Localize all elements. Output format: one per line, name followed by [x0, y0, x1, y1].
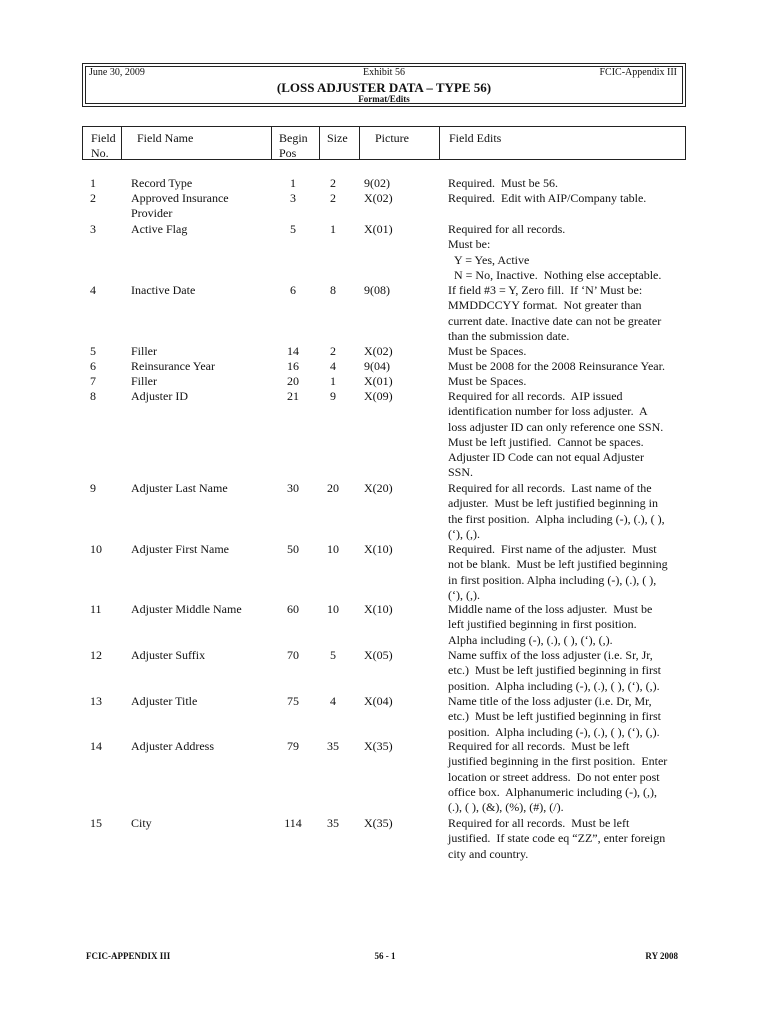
header-exhibit: Exhibit 56 [363, 67, 405, 78]
field-size: 2 [330, 176, 336, 190]
field-size: 4 [330, 694, 336, 708]
field-number: 7 [90, 374, 96, 388]
field-edits: If field #3 = Y, Zero fill. If ‘N’ Must be: MMDDCCYY format. Not greater than current date. Inactive date can not be greater than the submission date. [448, 283, 662, 343]
field-size: 35 [327, 739, 339, 753]
field-number: 9 [90, 481, 96, 495]
col-header-field-edits: Field Edits [449, 131, 502, 145]
field-number: 6 [90, 359, 96, 373]
column-header-box [82, 126, 686, 160]
footer-appendix: FCIC-APPENDIX III [86, 951, 171, 961]
begin-position: 3 [290, 191, 296, 205]
field-edits: Required for all records. Must be: Y = Yes, Active N = No, Inactive. Nothing else acceptable. [448, 222, 662, 282]
field-picture: X(02) [364, 344, 393, 358]
document-header [82, 63, 686, 107]
field-picture: 9(08) [364, 283, 390, 297]
field-number: 5 [90, 344, 96, 358]
begin-position: 70 [287, 648, 299, 662]
field-picture: X(01) [364, 222, 393, 236]
field-name: Approved Insurance Provider [131, 191, 229, 221]
field-edits: Middle name of the loss adjuster. Must be left justified beginning in first position. Alpha including (-), (.), ( ), (‘), (,). [448, 602, 653, 647]
column-divider [439, 127, 440, 159]
field-picture: X(20) [364, 481, 393, 495]
field-number: 3 [90, 222, 96, 236]
field-name: Adjuster Last Name [131, 481, 228, 495]
field-edits: Name suffix of the loss adjuster (i.e. Sr, Jr, etc.) Must be left justified beginning in first position. Alpha including (-), (.), ( ), (‘), (,). [448, 648, 661, 693]
field-name: Adjuster First Name [131, 542, 229, 556]
field-number: 8 [90, 389, 96, 403]
begin-position: 75 [287, 694, 299, 708]
field-size: 10 [327, 602, 339, 616]
col-header-field-no: Field No. [91, 131, 116, 160]
field-edits: Required for all records. AIP issued identification number for loss adjuster. A loss adjuster ID can only reference one SSN. Must be left justified. Cannot be spaces. Adjuster ID Code can not equal Adjuster SSN. [448, 389, 664, 480]
field-picture: 9(02) [364, 176, 390, 190]
field-number: 14 [90, 739, 102, 753]
field-size: 4 [330, 359, 336, 373]
field-picture: X(05) [364, 648, 393, 662]
column-divider [319, 127, 320, 159]
field-name: Adjuster Suffix [131, 648, 206, 662]
begin-position: 16 [287, 359, 299, 373]
field-edits: Required. Edit with AIP/Company table. [448, 191, 647, 205]
field-edits: Required for all records. Must be left justified. If state code eq “ZZ”, enter foreign city and country. [448, 816, 666, 861]
field-name: Inactive Date [131, 283, 196, 297]
col-header-begin-pos: Begin Pos [279, 131, 308, 160]
field-picture: X(35) [364, 739, 393, 753]
field-edits: Must be Spaces. [448, 344, 527, 358]
field-picture: X(01) [364, 374, 393, 388]
field-number: 1 [90, 176, 96, 190]
field-number: 10 [90, 542, 102, 556]
field-number: 12 [90, 648, 102, 662]
field-name: Reinsurance Year [131, 359, 215, 373]
column-divider [271, 127, 272, 159]
field-size: 35 [327, 816, 339, 830]
field-size: 1 [330, 222, 336, 236]
col-header-size: Size [327, 131, 348, 145]
field-picture: X(04) [364, 694, 393, 708]
field-edits: Required. Must be 56. [448, 176, 558, 190]
begin-position: 50 [287, 542, 299, 556]
field-edits: Name title of the loss adjuster (i.e. Dr, Mr, etc.) Must be left justified beginning in first position. Alpha including (-), (.), ( ), (‘), (,). [448, 694, 661, 739]
field-size: 8 [330, 283, 336, 297]
field-edits: Must be Spaces. [448, 374, 527, 388]
field-name: Filler [131, 374, 157, 388]
begin-position: 14 [287, 344, 299, 358]
begin-position: 1 [290, 176, 296, 190]
document-title: (LOSS ADJUSTER DATA – TYPE 56) [276, 80, 492, 95]
header-appendix: FCIC-Appendix III [599, 67, 677, 78]
field-picture: X(02) [364, 191, 393, 205]
field-name: Filler [131, 344, 157, 358]
field-name: Adjuster Middle Name [131, 602, 242, 616]
begin-position: 79 [287, 739, 299, 753]
footer-page-number: 56 - 1 [374, 951, 396, 961]
begin-position: 30 [287, 481, 299, 495]
field-name: Adjuster Address [131, 739, 214, 753]
field-size: 5 [330, 648, 336, 662]
field-edits: Required for all records. Must be left justified beginning in the first position. Enter location or street address. Do not enter post office box. Alphanumeric including (-), (,), (.), ( ), (&), (%), (#), (/). [448, 739, 668, 815]
col-header-picture: Picture [375, 131, 409, 145]
field-size: 2 [330, 344, 336, 358]
field-number: 2 [90, 191, 96, 205]
field-name: Active Flag [131, 222, 188, 236]
column-divider [359, 127, 360, 159]
field-size: 9 [330, 389, 336, 403]
field-name: Record Type [131, 176, 193, 190]
field-size: 20 [327, 481, 339, 495]
field-size: 10 [327, 542, 339, 556]
col-header-field-name: Field Name [137, 131, 194, 145]
field-number: 11 [90, 602, 102, 616]
field-name: Adjuster Title [131, 694, 198, 708]
field-picture: 9(04) [364, 359, 390, 373]
header-date: June 30, 2009 [89, 67, 145, 78]
field-picture: X(35) [364, 816, 393, 830]
field-number: 15 [90, 816, 102, 830]
field-name: City [131, 816, 152, 830]
begin-position: 21 [287, 389, 299, 403]
document-subtitle: Format/Edits [358, 94, 410, 104]
field-picture: X(09) [364, 389, 393, 403]
field-size: 1 [330, 374, 336, 388]
field-picture: X(10) [364, 542, 393, 556]
field-picture: X(10) [364, 602, 393, 616]
field-edits: Required for all records. Last name of the adjuster. Must be left justified beginning in the first position. Alpha including (-), (.), ( ), (‘), (,). [448, 481, 665, 541]
begin-position: 6 [290, 283, 296, 297]
field-edits: Required. First name of the adjuster. Must not be blank. Must be left justified beginning in first position. Alpha including (-), (.), ( ), (‘), (,). [448, 542, 668, 602]
field-size: 2 [330, 191, 336, 205]
footer-reinsurance-year: RY 2008 [645, 951, 678, 961]
begin-position: 5 [290, 222, 296, 236]
begin-position: 20 [287, 374, 299, 388]
column-divider [121, 127, 122, 159]
field-number: 13 [90, 694, 102, 708]
field-edits: Must be 2008 for the 2008 Reinsurance Year. [448, 359, 665, 373]
begin-position: 114 [284, 816, 302, 830]
begin-position: 60 [287, 602, 299, 616]
field-number: 4 [90, 283, 96, 297]
field-name: Adjuster ID [131, 389, 188, 403]
